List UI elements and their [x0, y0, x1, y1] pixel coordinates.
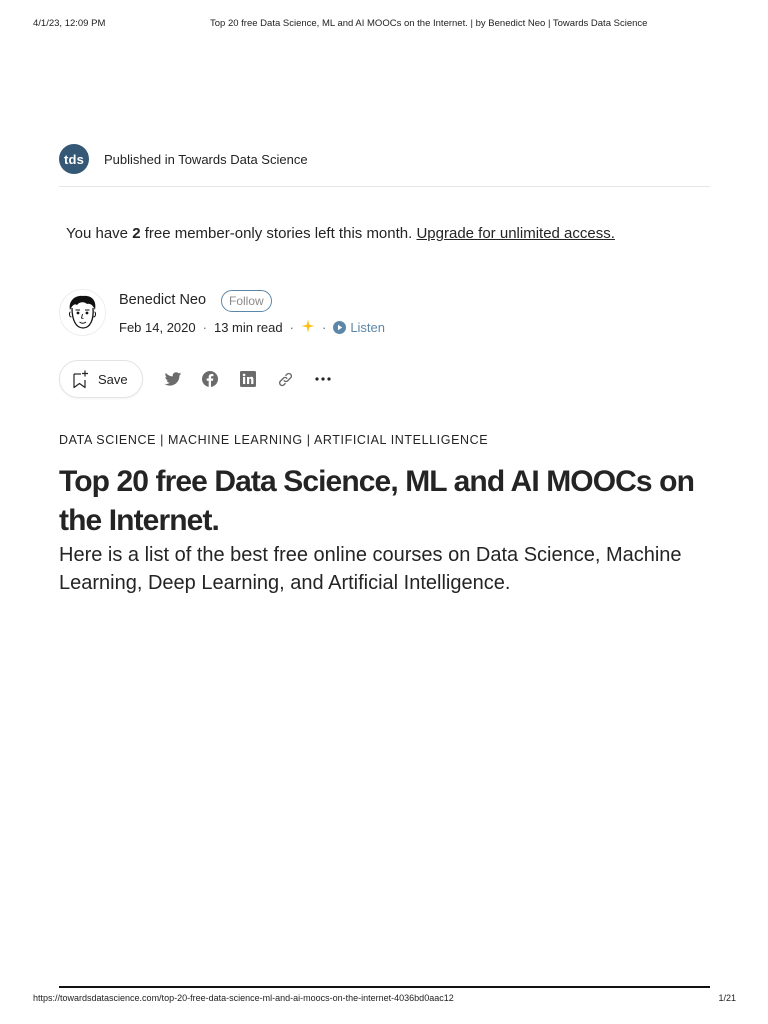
more-options-button[interactable] — [311, 367, 335, 391]
listen-label: Listen — [350, 319, 386, 335]
action-bar — [59, 360, 335, 398]
linkedin-icon — [240, 371, 256, 387]
article-subtitle: Here is a list of the best free online courses on Data Science, Machine Learning, Deep Learning, and Artificial Intelligence. — [59, 544, 682, 594]
print-datetime: 4/1/23, 12:09 PM — [33, 18, 106, 29]
bookmark-add-icon — [72, 369, 89, 389]
copy-link-icon — [277, 371, 294, 388]
publish-date: Feb 14, 2020 — [119, 319, 196, 335]
publication-logo-text: tds — [63, 151, 85, 167]
separator-dot: · — [321, 319, 327, 335]
print-url: https://towardsdatascience.com/top-20-free-data-science-ml-and-ai-moocs-on-the-internet-4036bd0aac12 — [33, 993, 454, 1003]
avatar-face-icon — [60, 290, 105, 335]
read-time: 13 min read — [213, 319, 283, 335]
member-notice — [66, 225, 615, 242]
upgrade-link[interactable]: Upgrade for unlimited access. — [416, 225, 615, 242]
twitter-share-button[interactable] — [161, 367, 185, 391]
member-notice-count: 2 — [132, 225, 141, 242]
follow-button[interactable]: Follow — [221, 290, 272, 312]
publication-logo[interactable] — [59, 144, 89, 174]
member-notice-prefix: You have — [66, 225, 133, 242]
play-icon — [333, 321, 346, 334]
facebook-icon — [202, 371, 218, 387]
article-title: Top 20 free Data Science, ML and AI MOOCs on the Internet. — [59, 465, 694, 537]
facebook-share-button[interactable] — [198, 367, 222, 391]
publication-row — [59, 143, 308, 175]
author-name[interactable]: Benedict Neo — [119, 292, 207, 308]
print-doc-title: Top 20 free Data Science, ML and AI MOOCs on the Internet. | by Benedict Neo | Towards Data Science — [210, 18, 648, 29]
member-star-icon — [301, 319, 315, 336]
article-kicker: DATA SCIENCE | MACHINE LEARNING | ARTIFICIAL INTELLIGENCE — [59, 433, 489, 447]
divider — [59, 186, 710, 187]
publication-label[interactable]: Published in Towards Data Science — [104, 151, 308, 167]
linkedin-share-button[interactable] — [236, 367, 260, 391]
save-label: Save — [98, 371, 128, 387]
member-notice-suffix: free member-only stories left this month. — [140, 225, 417, 242]
separator-dot: · — [289, 319, 294, 335]
twitter-icon — [164, 372, 182, 387]
article-meta — [119, 319, 385, 335]
copy-link-button[interactable] — [273, 367, 297, 391]
separator-dot: · — [202, 319, 207, 335]
listen-button[interactable] — [333, 320, 385, 335]
footer-divider — [59, 986, 710, 988]
page-number: 1/21 — [718, 993, 736, 1003]
print-header — [33, 18, 735, 32]
avatar[interactable] — [59, 289, 106, 336]
more-icon — [315, 377, 331, 381]
save-button[interactable] — [59, 360, 143, 398]
